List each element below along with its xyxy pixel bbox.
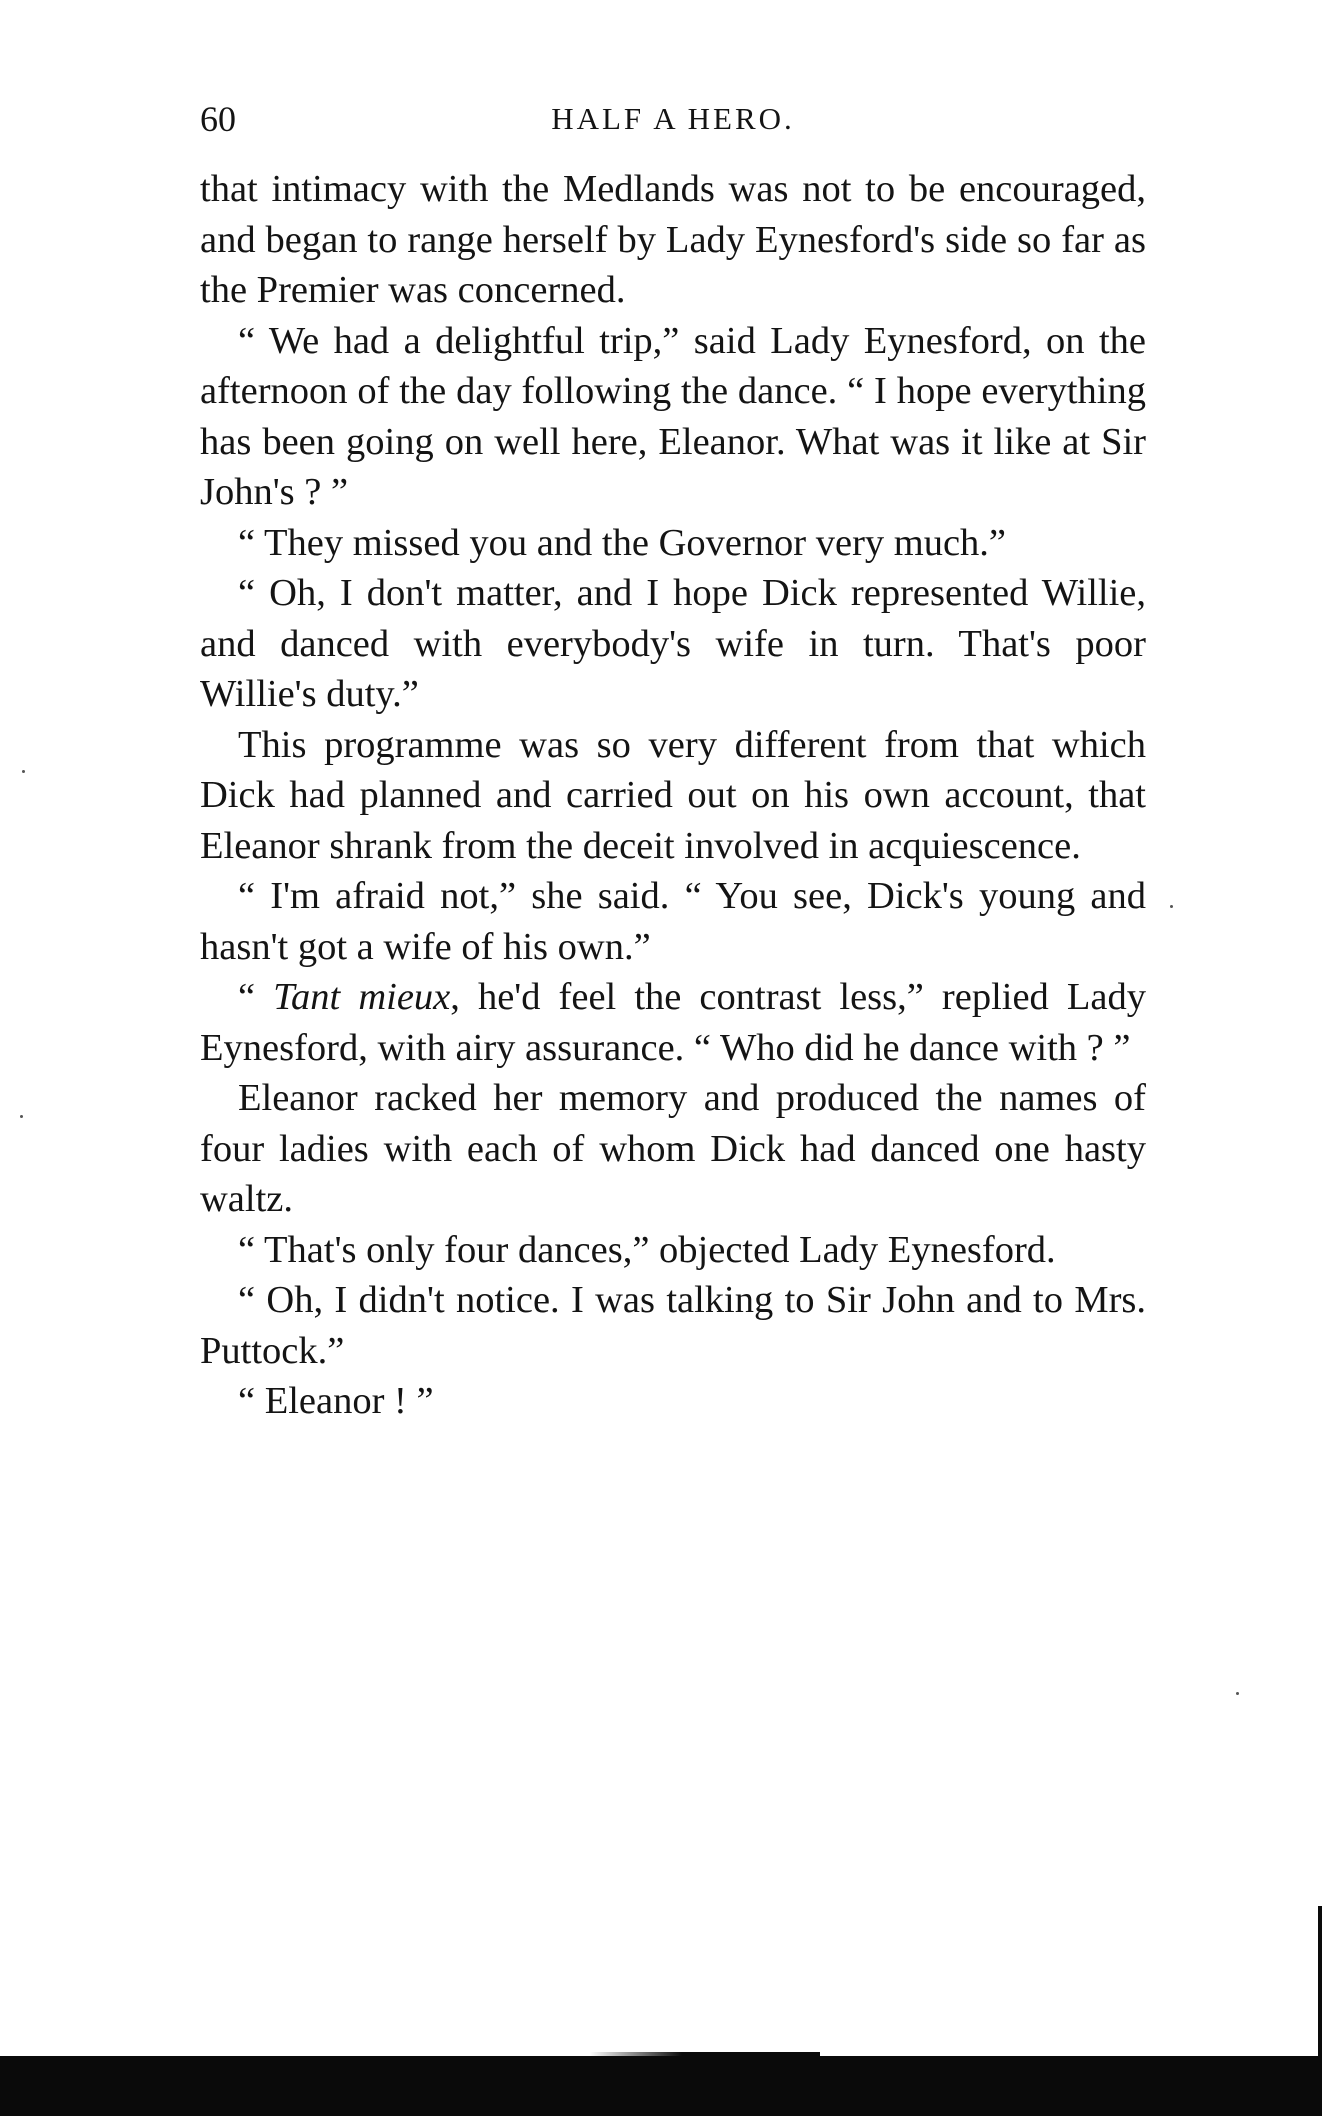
- page-header: [200, 94, 1146, 144]
- paragraph: “ That's only four dances,” objected Lady Eynesford.: [238, 1228, 1056, 1271]
- paragraph: “ We had a delightful trip,” said Lady Eynesford, on the afternoon of the day following the dance. “ I hope everything has been going on well here, Eleanor. What was it like at Sir John's ? ”: [200, 319, 1146, 513]
- scan-bottom-shadow: [0, 2056, 1322, 2116]
- paragraph: This programme was so very different from that which Dick had planned and carried out on his own account, that Eleanor shrank from the deceit involved in acquiescence.: [200, 723, 1146, 867]
- paragraph: [200, 972, 1146, 1073]
- paragraph: “ They missed you and the Governor very much.”: [238, 521, 1007, 564]
- scan-edge-shadow: [1318, 1906, 1322, 2056]
- quote-open: “: [238, 976, 274, 1018]
- scan-speck: [1170, 905, 1173, 908]
- paragraph-rest: , he'd feel the contrast less,” replied Lady Eynesford, with airy assurance. “ Who did he dance with ? ”: [200, 976, 1146, 1069]
- paragraph: “ Oh, I didn't notice. I was talking to Sir John and to Mrs. Puttock.”: [200, 1279, 1146, 1372]
- scan-speck: [20, 1115, 23, 1118]
- running-title: HALF A HERO.: [551, 101, 795, 136]
- paragraph: Eleanor racked her memory and produced the names of four ladies with each of whom Dick had danced one hasty waltz.: [200, 1077, 1146, 1220]
- body-text: [200, 164, 1146, 1427]
- paragraph: “ Eleanor ! ”: [238, 1380, 434, 1422]
- paragraph: that intimacy with the Medlands was not to be encouraged, and began to range herself by Lady Eynesford's side so far as the Premier was concerned.: [200, 168, 1146, 311]
- italic-phrase: Tant mieux: [273, 976, 451, 1018]
- paragraph: “ I'm afraid not,” she said. “ You see, Dick's young and hasn't got a wife of his own.”: [200, 875, 1146, 968]
- scan-speck: [1236, 1692, 1239, 1695]
- paragraph: “ Oh, I don't matter, and I hope Dick represented Willie, and danced with everybody's wife in turn. That's poor Willie's duty.”: [200, 572, 1146, 715]
- page-number: 60: [200, 99, 236, 139]
- scan-speck: [22, 770, 25, 773]
